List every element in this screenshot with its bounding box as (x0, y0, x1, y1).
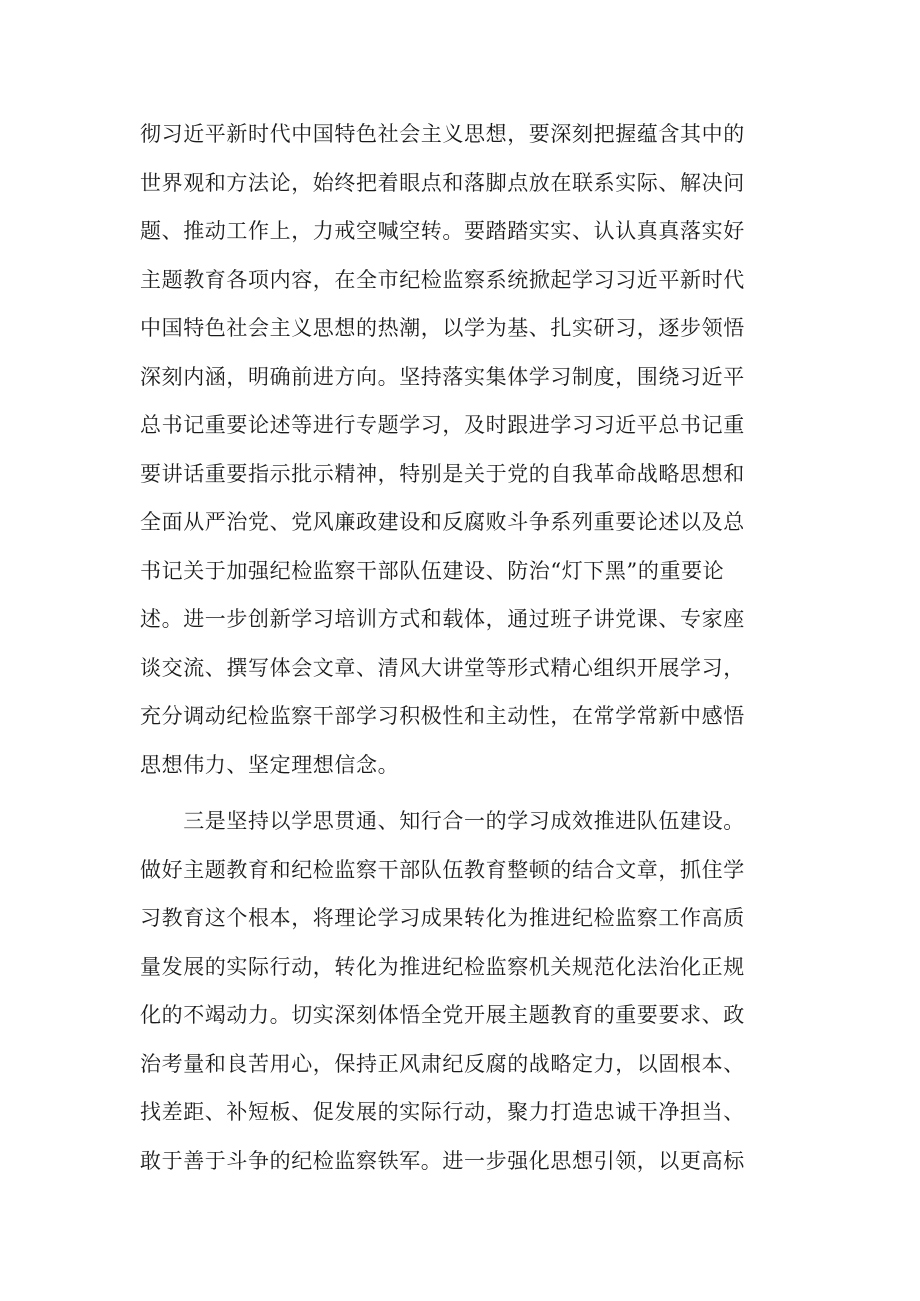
text-line: 彻习近平新时代中国特色社会主义思想，要深刻把握蕴含其中的 (140, 122, 745, 146)
text-line: 题、推动工作上，力戒空喊空转。要踏踏实实、认认真真落实好 (140, 219, 745, 243)
text-line: 找差距、补短板、促发展的实际行动，聚力打造忠诚干净担当、 (140, 1100, 745, 1124)
text-line: 思想伟力、坚定理想信念。 (140, 752, 400, 777)
paragraph-gap (140, 789, 800, 797)
paragraph-2 (140, 797, 800, 1185)
text-line: 述。进一步创新学习培训方式和载体，通过班子讲党课、专家座 (140, 607, 745, 631)
text-line: 治考量和良苦用心，保持正风肃纪反腐的战略定力，以固根本、 (140, 1051, 745, 1076)
text-line: 中国特色社会主义思想的热潮，以学为基、扎实研习，逐步领悟 (140, 316, 745, 340)
document-page (140, 110, 800, 1185)
text-line: 全面从严治党、党风廉政建设和反腐败斗争系列重要论述以及总 (140, 510, 745, 534)
text-line: 三是坚持以学思贯通、知行合一的学习成效推进队伍建设。 (140, 809, 745, 833)
text-line: 主题教育各项内容，在全市纪检监察系统掀起学习习近平新时代 (140, 267, 745, 292)
text-line: 深刻内涵，明确前进方向。坚持落实集体学习制度，围绕习近平 (140, 364, 745, 389)
text-line: 总书记重要论述等进行专题学习，及时跟进学习习近平总书记重 (140, 413, 745, 437)
text-line: 谈交流、撰写体会文章、清风大讲堂等形式精心组织开展学习， (140, 655, 745, 680)
text-line: 敢于善于斗争的纪检监察铁军。进一步强化思想引领，以更高标 (140, 1148, 745, 1173)
text-line: 做好主题教育和纪检监察干部队伍教育整顿的结合文章，抓住学 (140, 857, 745, 882)
text-line: 量发展的实际行动，转化为推进纪检监察机关规范化法治化正规 (140, 954, 745, 979)
text-line: 习教育这个根本，将理论学习成果转化为推进纪检监察工作高质 (140, 906, 745, 930)
text-line: 书记关于加强纪检监察干部队伍建设、防治“灯下黑”的重要论 (140, 558, 725, 583)
text-line: 世界观和方法论，始终把着眼点和落脚点放在联系实际、解决问 (140, 170, 745, 195)
text-line: 充分调动纪检监察干部学习积极性和主动性，在常学常新中感悟 (140, 704, 745, 728)
paragraph-1 (140, 110, 800, 789)
text-line: 化的不竭动力。切实深刻体悟全党开展主题教育的重要要求、政 (140, 1003, 745, 1027)
text-line: 要讲话重要指示批示精神，特别是关于党的自我革命战略思想和 (140, 461, 745, 486)
